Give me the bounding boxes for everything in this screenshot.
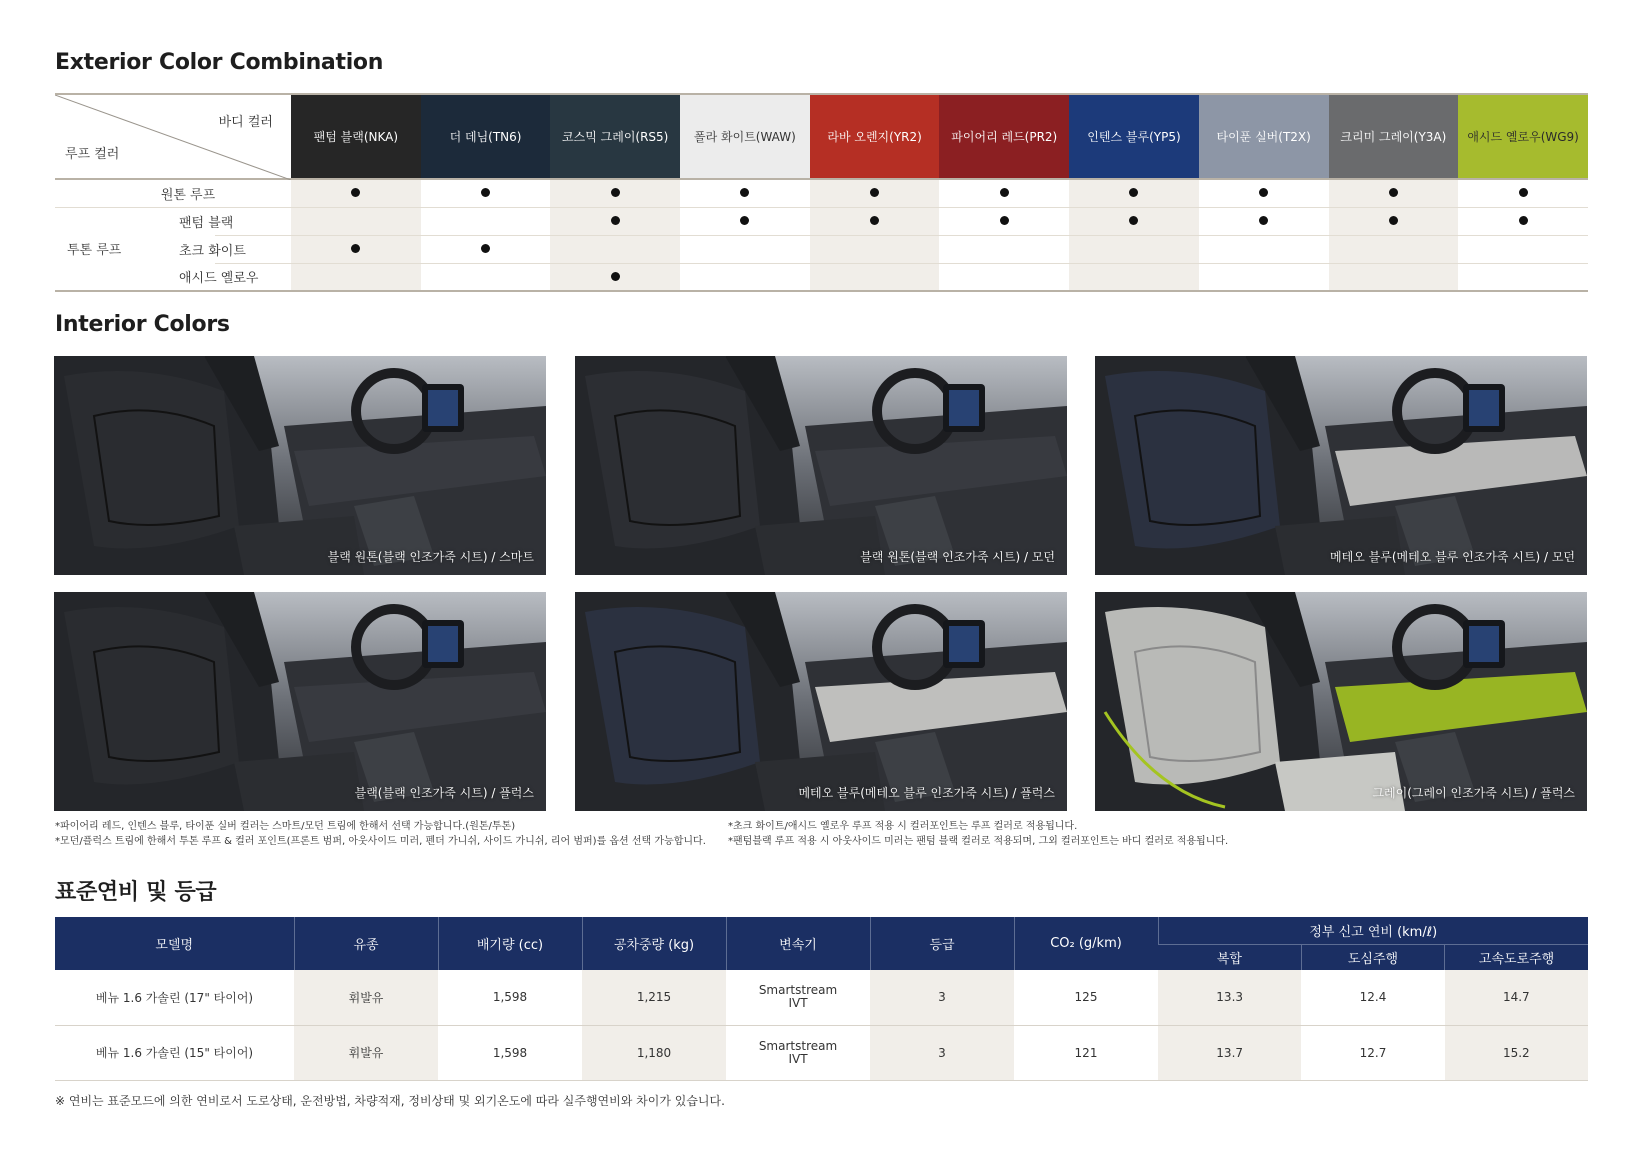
body-color-swatch: 폴라 화이트(WAW) xyxy=(680,94,810,179)
interior-photo xyxy=(54,356,546,575)
combo-cell xyxy=(291,235,421,263)
combo-cell xyxy=(1329,207,1459,235)
cell-highway: 15.2 xyxy=(1445,1025,1588,1080)
combo-cell xyxy=(680,179,810,207)
col-header-co2: CO₂ (g/km) xyxy=(1014,917,1158,970)
fuel-section-title: 표준연비 및 등급 xyxy=(55,880,217,905)
interior-photo xyxy=(54,592,546,811)
body-color-label: 바디 컬러 xyxy=(218,115,273,130)
available-dot-icon xyxy=(870,216,879,225)
roof-color-row-label: 애시드 옐로우 xyxy=(215,263,291,291)
interior-section-title: Interior Colors xyxy=(55,312,230,337)
cell-fuel: 휘발유 xyxy=(294,970,438,1025)
available-dot-icon xyxy=(481,244,490,253)
combo-cell xyxy=(421,179,551,207)
roof-group-label: 투톤 루프 xyxy=(55,207,215,291)
cell-cc: 1,598 xyxy=(438,970,582,1025)
photo-caption: 메테오 블루(메테오 블루 인조가죽 시트) / 모던 xyxy=(1330,550,1575,564)
body-color-swatch: 라바 오렌지(YR2) xyxy=(810,94,940,179)
combo-cell xyxy=(291,179,421,207)
combo-cell xyxy=(550,179,680,207)
body-color-swatch: 크리미 그레이(Y3A) xyxy=(1329,94,1459,179)
available-dot-icon xyxy=(611,272,620,281)
roof-row xyxy=(55,235,1588,263)
roof-color-row-label: 초크 화이트 xyxy=(215,235,291,263)
combo-cell xyxy=(1329,235,1459,263)
roof-color-label: 루프 컬러 xyxy=(65,147,120,162)
cell-model: 베뉴 1.6 가솔린 (15" 타이어) xyxy=(55,1025,294,1080)
col-header-gov-efficiency: 정부 신고 연비 (km/ℓ) xyxy=(1158,917,1588,944)
interior-photo xyxy=(575,356,1067,575)
combo-cell xyxy=(939,179,1069,207)
photo-caption: 블랙(블랙 인조가죽 시트) / 플럭스 xyxy=(354,786,534,800)
available-dot-icon xyxy=(1519,188,1528,197)
combo-cell xyxy=(1329,263,1459,291)
cell-co2: 125 xyxy=(1014,970,1158,1025)
col-header-city: 도심주행 xyxy=(1301,944,1444,970)
note-text: *파이어리 레드, 인텐스 블루, 타이푼 실버 컬러는 스마트/모던 트림에 한해서 선택 가능합니다.(원톤/투톤) xyxy=(55,821,516,832)
available-dot-icon xyxy=(1129,188,1138,197)
combo-cell xyxy=(1458,179,1588,207)
combo-cell xyxy=(1458,235,1588,263)
combo-cell xyxy=(680,263,810,291)
roof-group-label: 원톤 루프 xyxy=(55,179,291,207)
car-interior-image xyxy=(575,592,1067,811)
note-text: *팬텀블랙 루프 적용 시 아웃사이드 미러는 팬텀 블랙 컬러로 적용되며, 그외 컬러포인트는 바디 컬러로 적용됩니다. xyxy=(728,836,1229,847)
col-header-grade: 등급 xyxy=(870,917,1014,970)
body-color-swatch: 애시드 옐로우(WG9) xyxy=(1458,94,1588,179)
interior-photo xyxy=(575,592,1067,811)
col-header-highway: 고속도로주행 xyxy=(1445,944,1588,970)
col-header-displacement: 배기량 (cc) xyxy=(438,917,582,970)
exterior-color-table xyxy=(55,93,1588,292)
roof-row xyxy=(55,179,1588,207)
col-header-weight: 공차중량 (kg) xyxy=(582,917,726,970)
col-header-combined: 복합 xyxy=(1158,944,1301,970)
car-interior-image xyxy=(54,592,546,811)
body-color-swatch: 코스믹 그레이(RS5) xyxy=(550,94,680,179)
combo-cell xyxy=(1069,179,1199,207)
cell-city: 12.4 xyxy=(1301,970,1444,1025)
body-color-swatch: 더 데님(TN6) xyxy=(421,94,551,179)
diagonal-divider xyxy=(55,95,291,180)
body-color-swatch: 팬텀 블랙(NKA) xyxy=(291,94,421,179)
cell-grade: 3 xyxy=(870,970,1014,1025)
available-dot-icon xyxy=(1129,216,1138,225)
available-dot-icon xyxy=(611,188,620,197)
col-header-transmission: 변속기 xyxy=(726,917,870,970)
combo-cell xyxy=(421,235,551,263)
available-dot-icon xyxy=(740,188,749,197)
combo-cell xyxy=(810,235,940,263)
available-dot-icon xyxy=(1259,188,1268,197)
cell-model: 베뉴 1.6 가솔린 (17" 타이어) xyxy=(55,970,294,1025)
available-dot-icon xyxy=(351,188,360,197)
combo-cell xyxy=(1199,207,1329,235)
interior-photo xyxy=(1095,356,1587,575)
table-row xyxy=(55,970,1588,1025)
combo-cell xyxy=(680,207,810,235)
combo-cell xyxy=(291,263,421,291)
available-dot-icon xyxy=(351,244,360,253)
col-header-model: 모델명 xyxy=(55,917,294,970)
car-interior-image xyxy=(1095,592,1587,811)
cell-combined: 13.3 xyxy=(1158,970,1301,1025)
car-interior-image xyxy=(1095,356,1587,575)
available-dot-icon xyxy=(1389,188,1398,197)
combo-cell xyxy=(550,207,680,235)
cell-city: 12.7 xyxy=(1301,1025,1444,1080)
transmission-text xyxy=(759,1040,837,1066)
combo-cell xyxy=(550,263,680,291)
cell-combined: 13.7 xyxy=(1158,1025,1301,1080)
available-dot-icon xyxy=(1389,216,1398,225)
available-dot-icon xyxy=(1000,216,1009,225)
cell-transmission xyxy=(726,1025,870,1080)
photo-caption: 블랙 원톤(블랙 인조가죽 시트) / 스마트 xyxy=(327,550,534,564)
combo-cell xyxy=(810,207,940,235)
combo-cell xyxy=(1199,263,1329,291)
cell-co2: 121 xyxy=(1014,1025,1158,1080)
body-color-swatch: 파이어리 레드(PR2) xyxy=(939,94,1069,179)
available-dot-icon xyxy=(1259,216,1268,225)
combo-cell xyxy=(810,179,940,207)
combo-cell xyxy=(1329,179,1459,207)
exterior-section-title: Exterior Color Combination xyxy=(55,50,384,75)
combo-cell xyxy=(939,263,1069,291)
combo-cell xyxy=(939,235,1069,263)
cell-highway: 14.7 xyxy=(1445,970,1588,1025)
fuel-efficiency-table xyxy=(55,917,1588,1081)
combo-cell xyxy=(1458,263,1588,291)
available-dot-icon xyxy=(611,216,620,225)
combo-cell xyxy=(1199,179,1329,207)
interior-notes-right xyxy=(728,819,1228,849)
combo-cell xyxy=(1069,207,1199,235)
table-corner-cell xyxy=(55,94,291,179)
car-interior-image xyxy=(54,356,546,575)
col-header-fuel: 유종 xyxy=(294,917,438,970)
available-dot-icon xyxy=(481,188,490,197)
combo-cell xyxy=(810,263,940,291)
cell-cc: 1,598 xyxy=(438,1025,582,1080)
roof-row xyxy=(55,207,1588,235)
transmission-line-2: IVT xyxy=(788,1051,808,1066)
photo-caption: 메테오 블루(메테오 블루 인조가죽 시트) / 플럭스 xyxy=(798,786,1055,800)
available-dot-icon xyxy=(1519,216,1528,225)
cell-grade: 3 xyxy=(870,1025,1014,1080)
table-row xyxy=(55,1025,1588,1080)
note-text: *초크 화이트/애시드 옐로우 루프 적용 시 컬러포인트는 루프 컬러로 적용됩니다. xyxy=(728,821,1078,832)
transmission-line-1: Smartstream xyxy=(758,1038,838,1053)
available-dot-icon xyxy=(870,188,879,197)
note-text: *모던/플럭스 트림에 한해서 투톤 루프 & 컬러 포인트(프론트 범퍼, 아웃사이드 미러, 펜더 가니쉬, 사이드 가니쉬, 리어 범퍼)를 옵션 선택 가능합니다. xyxy=(55,836,706,847)
photo-caption: 블랙 원톤(블랙 인조가죽 시트) / 모던 xyxy=(860,550,1055,564)
combo-cell xyxy=(421,207,551,235)
available-dot-icon xyxy=(1000,188,1009,197)
body-color-swatch: 타이푼 실버(T2X) xyxy=(1199,94,1329,179)
combo-cell xyxy=(291,207,421,235)
combo-cell xyxy=(1069,235,1199,263)
fuel-footnote: ※ 연비는 표준모드에 의한 연비로서 도로상태, 운전방법, 차량적재, 정비상태 및 외기온도에 따라 실주행연비와 차이가 있습니다. xyxy=(55,1094,725,1108)
transmission-text xyxy=(759,984,837,1010)
interior-photo xyxy=(1095,592,1587,811)
combo-cell xyxy=(1458,207,1588,235)
body-color-swatch: 인텐스 블루(YP5) xyxy=(1069,94,1199,179)
cell-transmission xyxy=(726,970,870,1025)
cell-weight: 1,215 xyxy=(582,970,726,1025)
cell-fuel: 휘발유 xyxy=(294,1025,438,1080)
combo-cell xyxy=(421,263,551,291)
combo-cell xyxy=(1199,235,1329,263)
transmission-line-2: IVT xyxy=(788,996,808,1011)
roof-row xyxy=(55,263,1588,291)
interior-notes-left xyxy=(55,819,706,849)
car-interior-image xyxy=(575,356,1067,575)
combo-cell xyxy=(939,207,1069,235)
transmission-line-1: Smartstream xyxy=(758,983,838,998)
roof-color-row-label: 팬텀 블랙 xyxy=(215,207,291,235)
photo-caption: 그레이(그레이 인조가죽 시트) / 플럭스 xyxy=(1372,786,1575,800)
combo-cell xyxy=(550,235,680,263)
combo-cell xyxy=(1069,263,1199,291)
available-dot-icon xyxy=(740,216,749,225)
combo-cell xyxy=(680,235,810,263)
cell-weight: 1,180 xyxy=(582,1025,726,1080)
